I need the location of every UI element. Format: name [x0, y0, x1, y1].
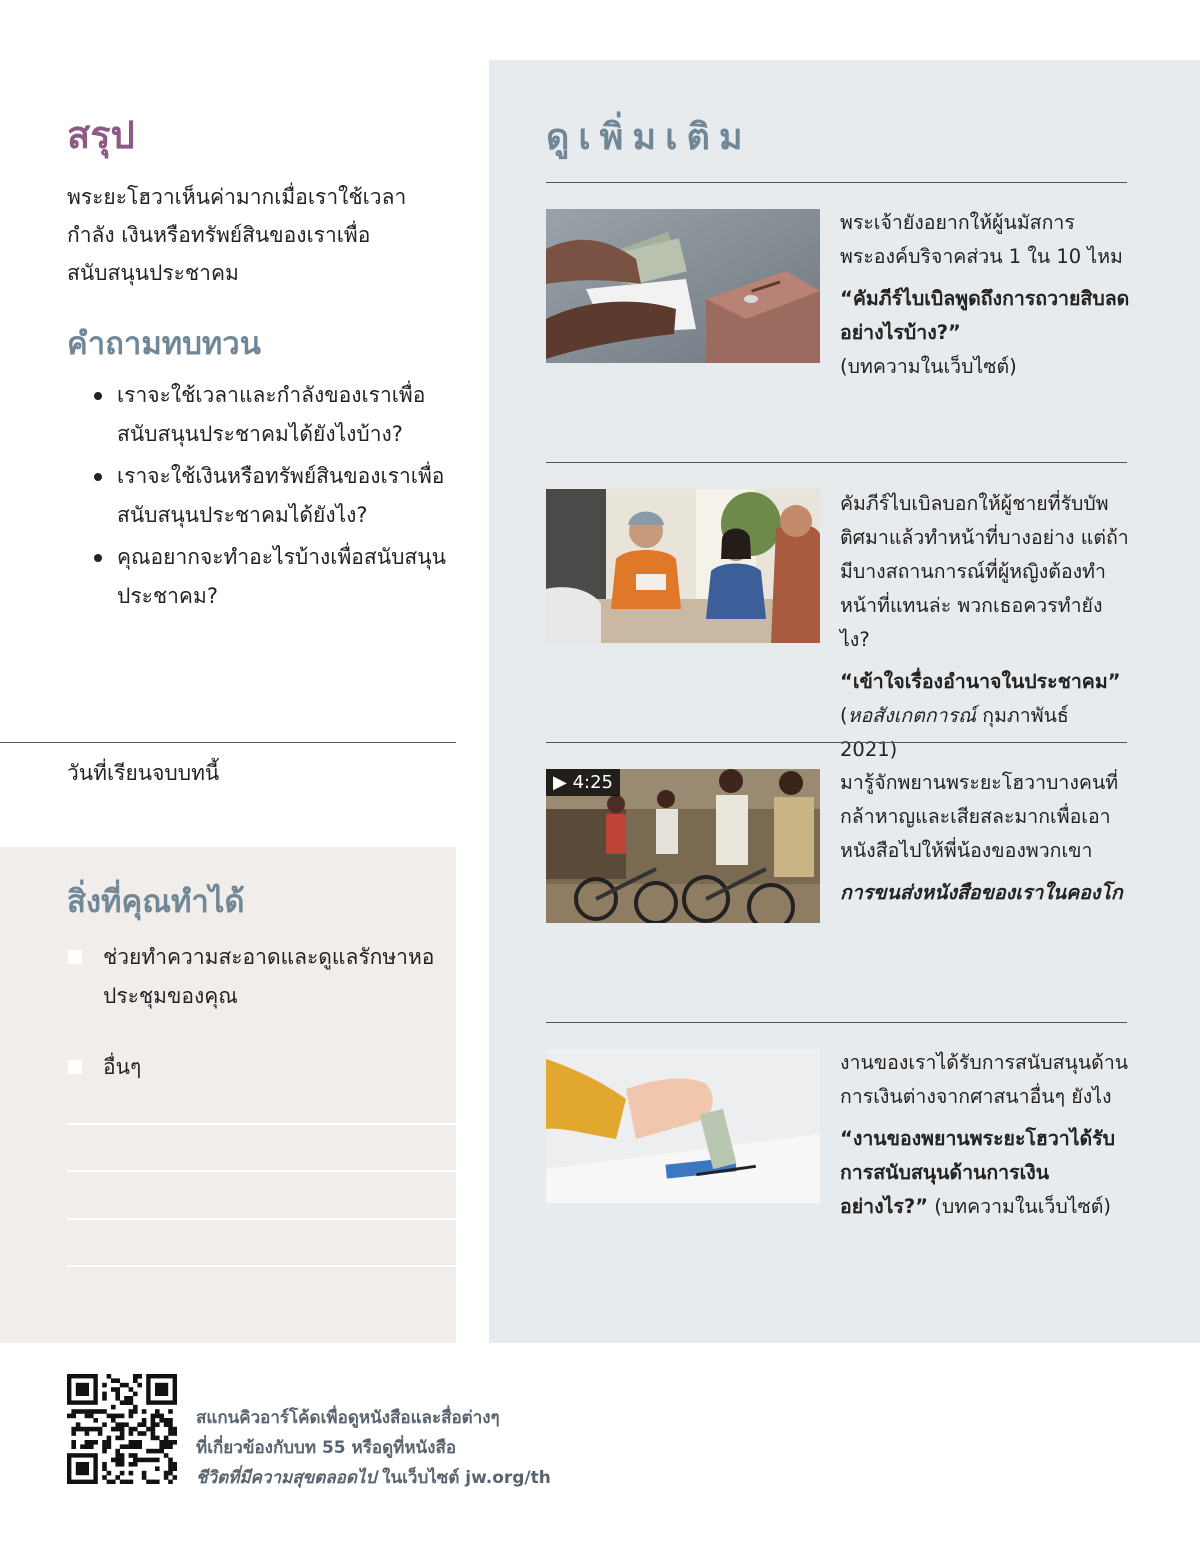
todo-checkbox[interactable]	[68, 1060, 82, 1074]
write-line[interactable]	[67, 1218, 456, 1220]
donation-box-image[interactable]	[546, 1049, 820, 1203]
item-question: มารู้จักพยานพระยะโฮวาบางคนที่กล้าหาญและเสียสละมากเพื่อเอาหนังสือไปให้พี่น้องของพวกเขา	[840, 771, 1119, 862]
item-link-title[interactable]: “คัมภีร์ไบเบิลพูดถึงการถวายสิบลดอย่างไรบ้าง?”	[840, 287, 1130, 344]
item-source: (บทความในเว็บไซต์)	[840, 355, 1017, 378]
section-rule	[546, 182, 1127, 183]
footer-note	[196, 1403, 551, 1493]
congregation-discussion-image[interactable]	[546, 489, 820, 643]
write-line[interactable]	[67, 1170, 456, 1172]
see-more-item	[840, 487, 1132, 767]
review-question: เราจะใช้เวลาและกำลังของเราเพื่อสนับสนุนประชาคมได้ยังไงบ้าง?	[88, 376, 458, 454]
video-duration-badge: ▶ 4:25	[546, 769, 620, 796]
item-source: (หอสังเกตการณ์ กุมภาพันธ์ 2021)	[840, 704, 1069, 761]
item-question: พระเจ้ายังอยากให้ผู้นมัสการพระองค์บริจาคส่วน 1 ใน 10 ไหม	[840, 211, 1123, 268]
see-more-item	[840, 1046, 1132, 1224]
book-title: ชีวิตที่มีความสุขตลอดไป	[196, 1468, 377, 1488]
summary-text: พระยะโฮวาเห็นค่ามากเมื่อเราใช้เวลา กำลัง เงินหรือทรัพย์สินของเราเพื่อสนับสนุนประชาคม	[67, 185, 407, 285]
footer-line: ชีวิตที่มีความสุขตลอดไป ในเว็บไซต์ jw.org/th	[196, 1468, 551, 1488]
summary-title: สรุป	[67, 113, 135, 157]
qr-code[interactable]	[67, 1374, 177, 1484]
todo-item: อื่นๆ	[103, 1055, 142, 1079]
review-questions	[88, 376, 458, 619]
completion-date-label: วันที่เรียนจบบทนี้	[67, 761, 220, 785]
write-line[interactable]	[67, 1123, 456, 1125]
todo-checkbox[interactable]	[68, 950, 82, 964]
item-link-title[interactable]: “งานของพยานพระยะโฮวาได้รับการสนับสนุนด้านการเงินอย่างไร?” (บทความในเว็บไซต์)	[840, 1127, 1116, 1218]
see-more-title: ดูเพิ่มเติม	[546, 117, 752, 158]
section-rule	[546, 1022, 1127, 1023]
tithe-donation-image[interactable]	[546, 209, 820, 363]
item-question: คัมภีร์ไบเบิลบอกให้ผู้ชายที่รับบัพติศมาแล้วทำหน้าที่บางอย่าง แต่ถ้ามีบางสถานการณ์ที่ผู้หญิงต้องทำหน้าที่แทนล่ะ พวกเธอควรทำยังไง?	[840, 492, 1129, 651]
footer-line: ที่เกี่ยวข้องกับบท 55 หรือดูที่หนังสือ	[196, 1438, 457, 1458]
magazine-name: หอสังเกตการณ์	[847, 704, 977, 727]
section-rule	[546, 462, 1127, 463]
todo-title: สิ่งที่คุณทำได้	[67, 884, 245, 920]
review-title: คำถามทบทวน	[67, 326, 261, 362]
write-line[interactable]	[67, 1265, 456, 1267]
see-more-item	[840, 766, 1132, 910]
footer-line: สแกนคิวอาร์โค้ดเพื่อดูหนังสือและสื่อต่างๆ	[196, 1408, 500, 1428]
item-link-title[interactable]: “เข้าใจเรื่องอำนาจในประชาคม”	[840, 670, 1121, 693]
date-rule	[0, 742, 456, 743]
item-question: งานของเราได้รับการสนับสนุนด้านการเงินต่างจากศาสนาอื่นๆ ยังไง	[840, 1051, 1129, 1108]
see-more-item	[840, 206, 1132, 384]
review-question: เราจะใช้เงินหรือทรัพย์สินของเราเพื่อสนับสนุนประชาคมได้ยังไง?	[88, 457, 458, 535]
item-video-title[interactable]: การขนส่งหนังสือของเราในคองโก	[840, 881, 1123, 904]
todo-item: ช่วยทำความสะอาดและดูแลรักษาหอประชุมของคุณ	[103, 945, 435, 1008]
section-rule	[546, 742, 1127, 743]
item-source: (บทความในเว็บไซต์)	[928, 1195, 1112, 1218]
review-question: คุณอยากจะทำอะไรบ้างเพื่อสนับสนุนประชาคม?	[88, 538, 458, 616]
